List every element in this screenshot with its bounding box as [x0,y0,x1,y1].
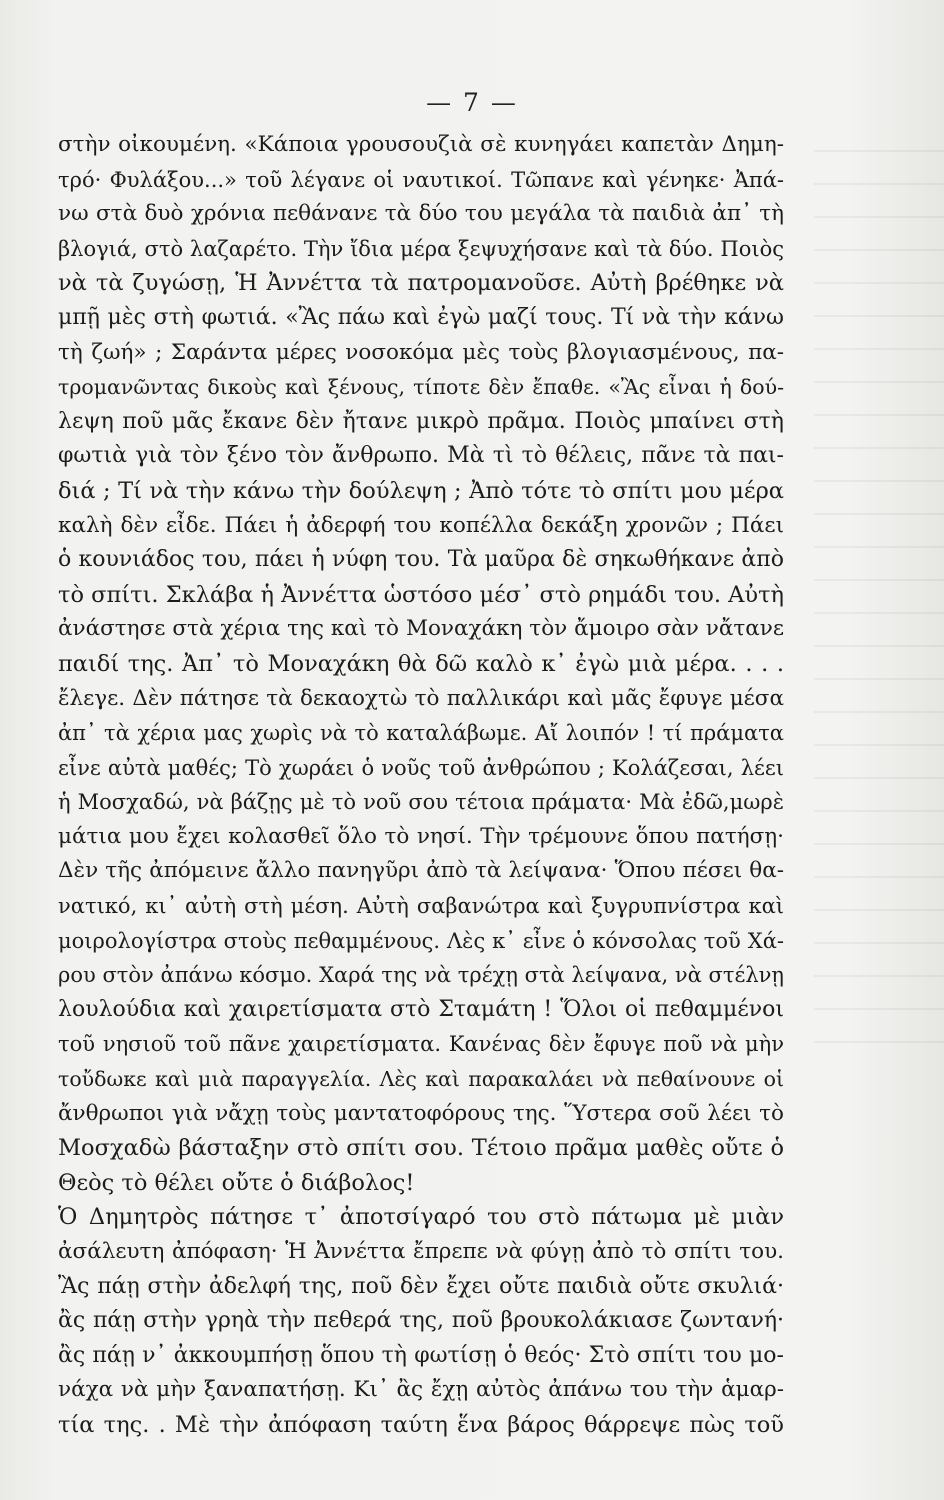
text-line: τία της. . Μὲ τὴν ἀπόφαση ταύτη ἕνα βάρος θάρρεψε πὼς τοῦ [58,1411,784,1438]
text-line: Ἂς πάῃ στὴν ἀδελφή της, ποῦ δὲν ἔχει οὔτε παιδιὰ οὔτε σκυλιά· [58,1273,784,1299]
text-body [58,128,784,1443]
text-line: φωτιὰ γιὰ τὸν ξένο τὸν ἄνθρωπο. Μὰ τὶ τὸ θέλεις, πᾶνε τὰ παι- [58,443,784,469]
text-line: νάχα νὰ μὴν ξαναπατήσῃ. Κι᾽ ἂς ἔχῃ αὐτὸς ἀπάνω του τὴν ἁμαρ- [58,1377,784,1403]
text-line: τρομανῶντας δικοὺς καὶ ξένους, τίποτε δὲν ἔπαθε. «Ἂς εἶναι ἡ δού- [58,375,784,400]
text-line: λουλούδια καὶ χαιρετίσματα στὸ Σταμάτη ! Ὅλοι οἱ πεθαμμένοι [58,996,784,1022]
text-line: στὴν οἰκουμένη. «Κάποια γρουσουζιὰ σὲ κυνηγάει καπετὰν Δημη- [58,132,784,157]
text-line: ἂς πάῃ ν᾽ ἀκκουμπήσῃ ὅπου τὴ φωτίσῃ ὁ θεός· Στὸ σπίτι του μο- [58,1342,784,1368]
text-line: καλὴ δὲν εἶδε. Πάει ἡ ἀδερφή του κοπέλλα δεκάξη χρονῶν ; Πάει [58,512,784,538]
text-line: Μοσχαδὼ βάσταξην στὸ σπίτι σου. Τέτοιο πρᾶμα μαθὲς οὔτε ὁ [58,1135,784,1162]
text-line: ἄνθρωποι γιὰ νἄχῃ τοὺς μαντατοφόρους της. Ὕστερα σοῦ λέει τὸ [58,1100,784,1126]
paragraph-1 [58,128,784,1200]
text-line: ἀνάστησε στὰ χέρια της καὶ τὸ Μοναχάκη τὸν ἄμοιρο σὰν νἄτανε [58,616,784,642]
text-line: μοιρολογίστρα στοὺς πεθαμμένους. Λὲς κ᾽ εἶνε ὁ κόνσολας τοῦ Χά- [58,928,784,953]
text-line: ἔλεγε. Δὲν πάτησε τὰ δεκαοχτὼ τὸ παλλικάρι καὶ μᾶς ἔφυγε μέσα [58,685,784,711]
text-line: Ὁ Δημητρὸς πάτησε τ᾽ ἀποτσίγαρό του στὸ πάτωμα μὲ μιὰν [58,1204,784,1231]
text-line: βλογιά, στὸ λαζαρέτο. Τὴν ἴδια μέρα ξεψυχήσανε καὶ τὰ δύο. Ποιὸς [58,236,784,261]
page-number: — 7 — [426,88,518,117]
text-line: μπῇ μὲς στὴ φωτιά. «Ἂς πάω καὶ ἐγὼ μαζί τους. Τί νὰ τὴν κάνω [58,304,784,330]
text-line: ρου στὸν ἀπάνω κόσμο. Χαρά της νὰ τρέχῃ στὰ λείψανα, νὰ στέλνῃ [58,963,784,988]
text-line: ἂς πάῃ στὴν γρηὰ τὴν πεθερά της, ποῦ βρουκολάκιασε ζωντανή· [58,1308,784,1334]
text-line: τὸ σπίτι. Σκλάβα ἡ Ἀννέττα ὡστόσο μέσ᾽ στὸ ρημάδι του. Αὐτὴ [58,581,784,608]
text-line: τοῦ νησιοῦ τοῦ πᾶνε χαιρετίσματα. Κανένας δὲν ἔφυγε ποῦ νὰ μὴν [58,1032,784,1057]
text-line: νατικό, κι᾽ αὐτὴ στὴ μέση. Αὐτὴ σαβανώτρα καὶ ξυγρυπνίστρα καὶ [58,894,784,919]
text-line: ἡ Μοσχαδώ, νὰ βάζῃς μὲ τὸ νοῦ σου τέτοια πράματα· Μὰ ἐδῶ,μωρὲ [58,790,784,815]
text-line: νω στὰ δυὸ χρόνια πεθάνανε τὰ δύο του μεγάλα τὰ παιδιὰ ἀπ᾽ τὴ [58,201,784,227]
text-line: διά ; Τί νὰ τὴν κάνω τὴν δούλεψη ; Ἀπὸ τότε τὸ σπίτι μου μέρα [58,477,784,504]
text-line: τοὔδωκε καὶ μιὰ παραγγελία. Λὲς καὶ παρακαλάει νὰ πεθαίνουνε οἱ [58,1067,784,1092]
text-line: εἶνε αὐτὰ μαθές; Τὸ χωράει ὁ νοῦς τοῦ ἀνθρώπου ; Κολάζεσαι, λέει [58,755,784,780]
text-line: τὴ ζωή» ; Σαράντα μέρες νοσοκόμα μὲς τοὺς βλογιασμένους, πα- [58,339,784,365]
text-line: Δὲν τῆς ἀπόμεινε ἄλλο πανηγῦρι ἀπὸ τὰ λείψανα· Ὅπου πέσει θα- [58,858,784,884]
text-line: ὁ κουνιάδος του, πάει ἡ νύφη του. Τὰ μαῦρα δὲ σηκωθήκανε ἀπὸ [58,547,784,573]
paragraph-2 [58,1200,784,1442]
text-line: μάτια μου ἔχει κολασθεῖ ὅλο τὸ νησί. Τὴν τρέμουνε ὅπου πατήσῃ· [58,823,784,849]
text-line: τρό· Φυλάξου...» τοῦ λέγανε οἱ ναυτικοί. Τῶπανε καὶ γένηκε· Ἀπά- [58,167,784,192]
text-line: παιδί της. Ἀπ᾽ τὸ Μοναχάκη θὰ δῶ καλὸ κ᾽ ἐγὼ μιὰ μέρα. . . . [58,650,784,677]
show-through-texture [814,150,944,1050]
text-line: ἀσάλευτη ἀπόφαση· Ἡ Ἀννέττα ἔπρεπε νὰ φύγῃ ἀπὸ τὸ σπίτι του. [58,1239,784,1264]
text-line: νὰ τὰ ζυγώσῃ, Ἡ Ἀννέττα τὰ πατρομανοῦσε. Αὐτὴ βρέθηκε νὰ [58,270,784,297]
text-line: ἀπ᾽ τὰ χέρια μας χωρὶς νὰ τὸ καταλάβωμε. Αἴ λοιπόν ! τί πράματα [58,721,784,746]
text-line: λεψη ποῦ μᾶς ἔκανε δὲν ἤτανε μικρὸ πρᾶμα. Ποιὸς μπαίνει στὴ [58,408,784,434]
text-line: Θεὸς τὸ θέλει οὔτε ὁ διάβολος! [58,1169,415,1196]
